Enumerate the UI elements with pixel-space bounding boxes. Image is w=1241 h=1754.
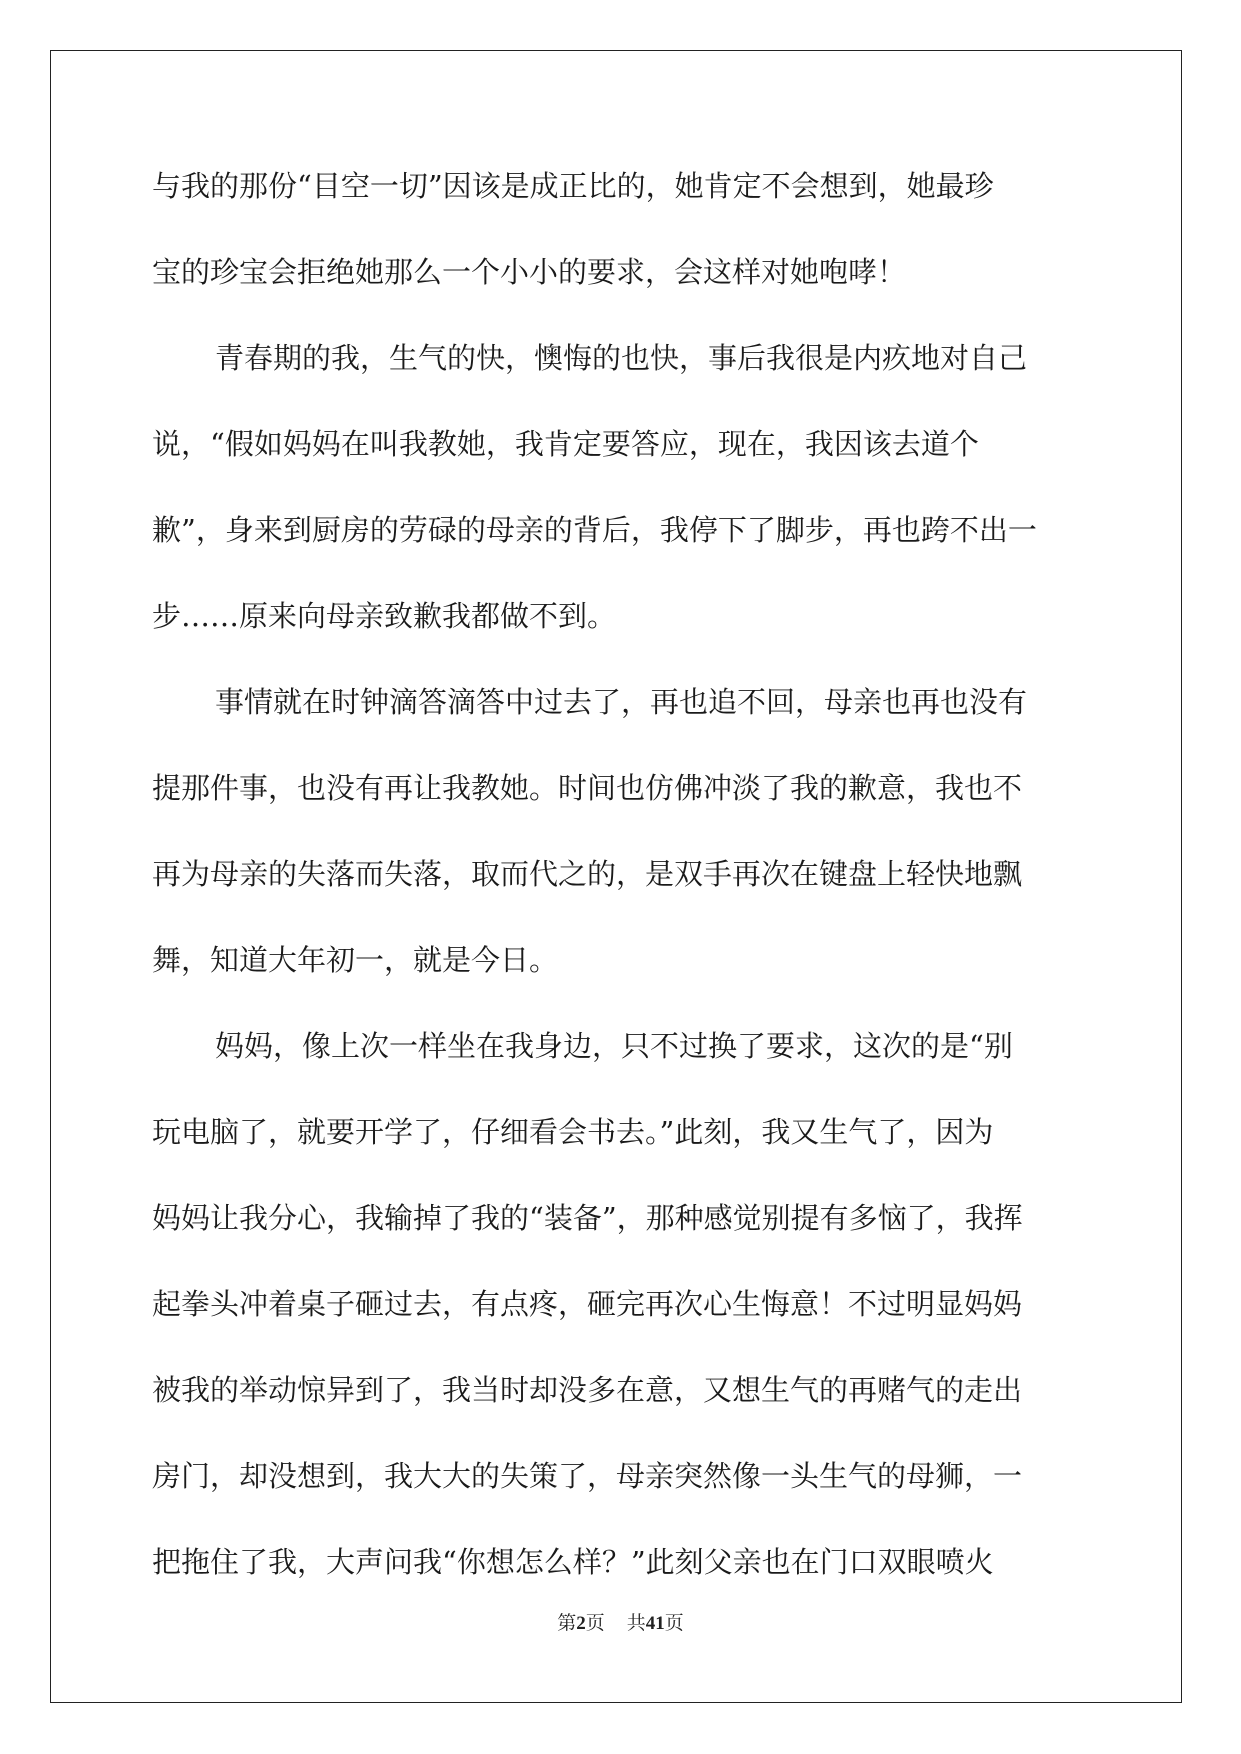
text-line: 提那件事，也没有再让我教她。时间也仿佛冲淡了我的歉意，我也不 — [152, 771, 1023, 805]
paragraph-start-line: 妈妈，像上次一样坐在我身边，只不过换了要求，这次的是“别 — [215, 1029, 1013, 1063]
text-line: 被我的举动惊异到了，我当时却没多在意，又想生气的再赌气的走出 — [152, 1373, 1023, 1407]
text-line: 起拳头冲着桌子砸过去，有点疼，砸完再次心生悔意！不过明显妈妈 — [152, 1287, 1023, 1321]
text-line: 与我的那份“目空一切”因该是成正比的，她肯定不会想到，她最珍 — [152, 169, 994, 203]
text-line: 把拖住了我，大声问我“你想怎么样？”此刻父亲也在门口双眼喷火 — [152, 1545, 994, 1579]
paragraph-start-line: 青春期的我，生气的快，懊悔的也快，事后我很是内疚地对自己 — [215, 341, 1028, 375]
text-line: 步……原来向母亲致歉我都做不到。 — [152, 599, 617, 633]
total-pages: 41 — [645, 1613, 665, 1634]
page-footer — [0, 1608, 1241, 1635]
text-line: 宝的珍宝会拒绝她那么一个小小的要求，会这样对她咆哮！ — [152, 255, 907, 289]
paragraph-start-line: 事情就在时钟滴答滴答中过去了，再也追不回，母亲也再也没有 — [215, 685, 1028, 719]
page-prefix: 第 — [557, 1613, 577, 1634]
document-body — [152, 156, 1092, 1618]
text-line: 再为母亲的失落而失落，取而代之的，是双手再次在键盘上轻快地飘 — [152, 857, 1023, 891]
text-line: 歉”，身来到厨房的劳碌的母亲的背后，我停下了脚步，再也跨不出一 — [152, 513, 1037, 547]
text-line: 房门，却没想到，我大大的失策了，母亲突然像一头生气的母狮，一 — [152, 1459, 1023, 1493]
total-unit: 页 — [664, 1613, 684, 1634]
text-line: 玩电脑了，就要开学了，仔细看会书去。”此刻，我又生气了，因为 — [152, 1115, 994, 1149]
total-prefix: 共 — [626, 1613, 646, 1634]
text-line: 妈妈让我分心，我输掉了我的“装备”，那种感觉别提有多恼了，我挥 — [152, 1201, 1023, 1235]
text-line: 舞，知道大年初一，就是今日。 — [152, 943, 559, 977]
text-line: 说，“假如妈妈在叫我教她，我肯定要答应，现在，我因该去道个 — [152, 427, 979, 461]
page-number: 2 — [576, 1613, 586, 1634]
page-unit: 页 — [585, 1613, 605, 1634]
